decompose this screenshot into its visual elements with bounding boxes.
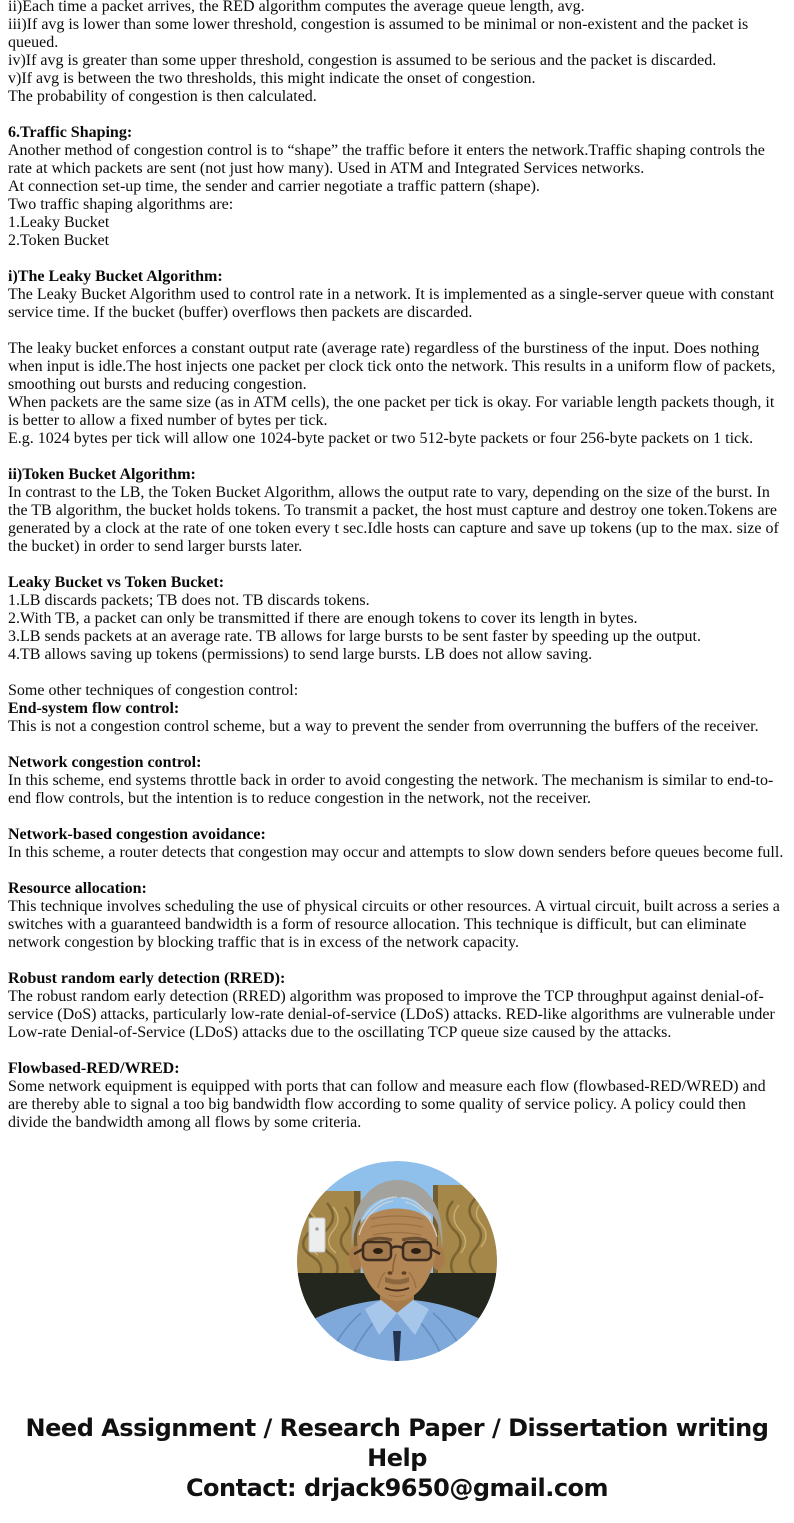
paragraph-text: In this scheme, a router detects that congestion may occur and attempts to slow down senders before queues become full.: [8, 844, 784, 861]
paragraph-text: 4.TB allows saving up tokens (permissions) to send large bursts. LB does not allow saving.: [8, 646, 593, 663]
paragraph-text: 3.LB sends packets at an average rate. TB allows for large bursts to be sent faster by speeding up the output.: [8, 628, 701, 645]
paragraph-text: Some other techniques of congestion control:: [8, 682, 299, 699]
paragraph-text: E.g. 1024 bytes per tick will allow one 1024-byte packet or two 512-byte packets or four 256-byte packets on 1 tick.: [8, 430, 754, 447]
section-heading: Resource allocation:: [8, 880, 147, 897]
paragraph-text: In contrast to the LB, the Token Bucket Algorithm, allows the output rate to vary, depending on the size of the burst. In the TB algorithm, the bucket holds tokens. To transmit a packet, the host must capture and destroy one token.Tokens are generated by a clock at the rate of one token every t sec.Idle hosts can capture and save up tokens (up to the max. size of the bucket) in order to send larger bursts later.: [8, 484, 779, 555]
paragraph-text: v)If avg is between the two thresholds, this might indicate the onset of congestion.: [8, 70, 536, 87]
author-photo-container: [0, 1161, 794, 1361]
promo-contact: Contact: drjack9650@gmail.com: [185, 1474, 609, 1502]
leaky-bucket-section: [8, 268, 786, 322]
portrait-photo-graphic: [297, 1161, 497, 1361]
section-heading: Leaky Bucket vs Token Bucket:: [8, 574, 225, 591]
paragraph-text: The robust random early detection (RRED) algorithm was proposed to improve the TCP throughput against denial-of-service (DoS) attacks, particularly low-rate denial-of-service (LDoS) attacks. RED-like algorithms are vulnerable under Low-rate Denial-of-Service (LDoS) attacks due to the oscillating TCP queue size caused by the attacks.: [8, 988, 775, 1041]
paragraph-text: iii)If avg is lower than some lower threshold, congestion is assumed to be minimal or non-existent and the packet is queued.: [8, 16, 749, 51]
paragraph-text: 2.Token Bucket: [8, 232, 110, 249]
section-heading: Network-based congestion avoidance:: [8, 826, 266, 843]
paragraph-text: The leaky bucket enforces a constant output rate (average rate) regardless of the burstiness of the input. Does nothing when input is idle.The host injects one packet per clock tick onto the network. This results in a uniform flow of packets, smoothing out bursts and reducing congestion.: [8, 340, 776, 393]
section-heading: Flowbased-RED/WRED:: [8, 1060, 180, 1077]
paragraph-text: When packets are the same size (as in ATM cells), the one packet per tick is okay. For variable length packets though, it is better to allow a fixed number of bytes per tick.: [8, 394, 775, 429]
token-bucket-section: [8, 466, 786, 556]
red-algorithm-steps: [8, 0, 786, 106]
promo-heading: Need Assignment / Research Paper / Dissertation writing Help: [25, 1414, 769, 1472]
paragraph-text: ii)Each time a packet arrives, the RED algorithm computes the average queue length, avg.: [8, 0, 585, 15]
end-system-flow-control-section: [8, 682, 786, 736]
section-heading: ii)Token Bucket Algorithm:: [8, 466, 196, 483]
paragraph-text: 2.With TB, a packet can only be transmitted if there are enough tokens to cover its length in bytes.: [8, 610, 638, 627]
network-congestion-control-section: [8, 754, 786, 808]
paragraph-text: Two traffic shaping algorithms are:: [8, 196, 234, 213]
paragraph-text: At connection set-up time, the sender and carrier negotiate a traffic pattern (shape).: [8, 178, 540, 195]
paragraph-text: Some network equipment is equipped with ports that can follow and measure each flow (flowbased-RED/WRED) and are thereby able to signal a too big bandwidth flow according to some quality of service policy. A policy could then divide the bandwidth among all flows by some criteria.: [8, 1078, 766, 1131]
paragraph-text: This is not a congestion control scheme, but a way to prevent the sender from overrunning the buffers of the receiver.: [8, 718, 759, 735]
paragraph-text: The Leaky Bucket Algorithm used to control rate in a network. It is implemented as a single-server queue with constant service time. If the bucket (buffer) overflows then packets are discarded.: [8, 286, 775, 321]
leaky-bucket-details: [8, 340, 786, 448]
paragraph-text: 1.LB discards packets; TB does not. TB discards tokens.: [8, 592, 370, 609]
section-heading: i)The Leaky Bucket Algorithm:: [8, 268, 223, 285]
document-body: [8, 0, 786, 1132]
traffic-shaping-section: [8, 124, 786, 250]
rred-section: [8, 970, 786, 1042]
promo-footer: [8, 1413, 786, 1503]
resource-allocation-section: [8, 880, 786, 952]
paragraph-text: Another method of congestion control is to “shape” the traffic before it enters the network.Traffic shaping controls the rate at which packets are sent (not just how many). Used in ATM and Integrated Services networks.: [8, 142, 765, 177]
paragraph-text: This technique involves scheduling the use of physical circuits or other resources. A virtual circuit, built across a series a switches with a guaranteed bandwidth is a form of resource allocation. This technique is difficult, but can eliminate network congestion by blocking traffic that is in excess of the network capacity.: [8, 898, 780, 951]
paragraph-text: In this scheme, end systems throttle back in order to avoid congesting the network. The mechanism is similar to end-to-end flow controls, but the intention is to reduce congestion in the network, not the receiver.: [8, 772, 774, 807]
photo-switch-plate: [309, 1218, 325, 1252]
section-heading: Robust random early detection (RRED):: [8, 970, 286, 987]
paragraph-text: 1.Leaky Bucket: [8, 214, 110, 231]
network-based-congestion-avoidance-section: [8, 826, 786, 862]
section-heading: 6.Traffic Shaping:: [8, 124, 133, 141]
lb-vs-tb-section: [8, 574, 786, 664]
paragraph-text: The probability of congestion is then calculated.: [8, 88, 317, 105]
author-photo: [297, 1161, 497, 1361]
section-heading: Network congestion control:: [8, 754, 202, 771]
section-heading: End-system flow control:: [8, 700, 180, 717]
paragraph-text: iv)If avg is greater than some upper threshold, congestion is assumed to be serious and the packet is discarded.: [8, 52, 717, 69]
flowbased-red-wred-section: [8, 1060, 786, 1132]
